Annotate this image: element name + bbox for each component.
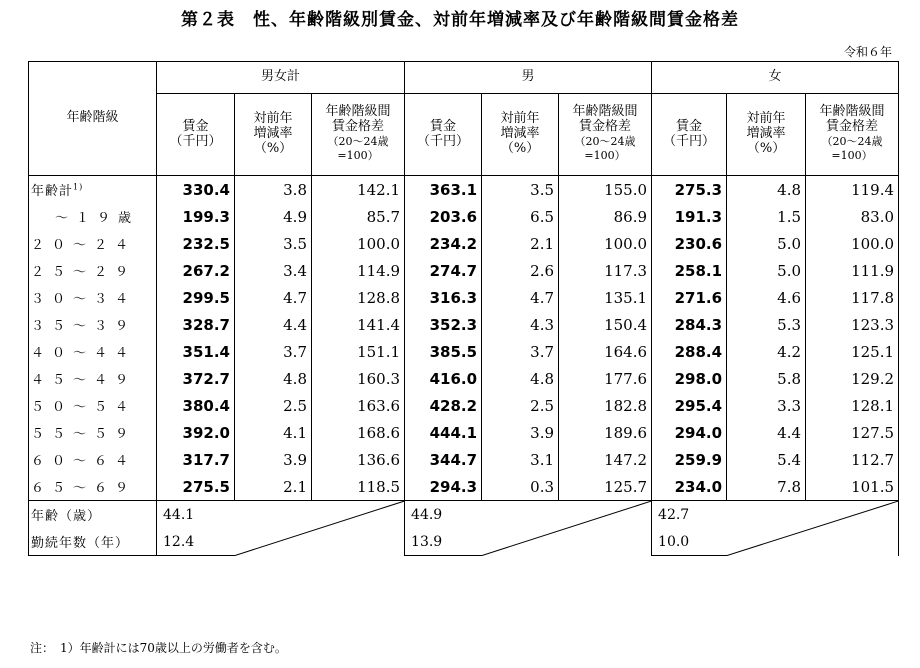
age-rows [29, 203, 899, 501]
diff-header: 年齢階級間 賃金格差 （20～24歳 =100） [312, 94, 405, 176]
cell: 100.0 [806, 230, 899, 257]
cell: 5.0 [727, 257, 806, 284]
cell: 234.2 [429, 234, 478, 253]
cell: 12.4 [157, 528, 235, 556]
cell: 298.0 [674, 369, 723, 388]
cell: 125.1 [806, 338, 899, 365]
cell: 288.4 [674, 342, 723, 361]
cell: 363.1 [429, 180, 478, 199]
cell: 6.5 [482, 203, 559, 230]
cell: 118.5 [312, 473, 405, 501]
cell: 385.5 [429, 342, 478, 361]
cell: 299.5 [182, 288, 230, 307]
cell: 117.8 [806, 284, 899, 311]
cell: 44.9 [405, 501, 482, 529]
cell: 164.6 [559, 338, 652, 365]
cell: 191.3 [674, 207, 723, 226]
row-label: ５０～５４ [29, 392, 157, 419]
cell: 3.4 [235, 257, 312, 284]
cell: 117.3 [559, 257, 652, 284]
cell: 135.1 [559, 284, 652, 311]
cell: 1.5 [727, 203, 806, 230]
cell: 330.4 [182, 180, 230, 199]
cell: 4.7 [235, 284, 312, 311]
cell: 5.3 [727, 311, 806, 338]
table-row [29, 284, 899, 311]
cell: 83.0 [806, 203, 899, 230]
cell: 352.3 [429, 315, 478, 334]
cell: 189.6 [559, 419, 652, 446]
wage-header: 賃金 （千円） [652, 94, 727, 176]
cell: 294.0 [674, 423, 723, 442]
cell: 160.3 [312, 365, 405, 392]
year-label: 令和６年 [843, 45, 892, 59]
cell: 4.8 [235, 365, 312, 392]
cell: 4.7 [482, 284, 559, 311]
cell: 234.0 [652, 473, 727, 501]
cell: 13.9 [405, 528, 482, 556]
row-label: ３０～３４ [29, 284, 157, 311]
cell: 3.9 [235, 446, 312, 473]
cell: 271.6 [674, 288, 723, 307]
row-label: ２５～２９ [29, 257, 157, 284]
row-label: ５５～５９ [29, 419, 157, 446]
cell: 275.3 [674, 180, 723, 199]
change-header: 対前年 増減率 （%） [482, 94, 559, 176]
group-header-female: 女 [652, 62, 899, 94]
cell: 275.5 [157, 473, 235, 501]
cell: 4.8 [727, 176, 806, 204]
cell: 111.9 [806, 257, 899, 284]
cell: 168.6 [312, 419, 405, 446]
cell: 3.9 [482, 419, 559, 446]
cell: 3.1 [482, 446, 559, 473]
cell: 85.7 [312, 203, 405, 230]
cell: 5.4 [727, 446, 806, 473]
cell: 129.2 [806, 365, 899, 392]
cell: 150.4 [559, 311, 652, 338]
table-row [29, 365, 899, 392]
cell: 3.5 [235, 230, 312, 257]
cell: 151.1 [312, 338, 405, 365]
group-header-male: 男 [405, 62, 652, 94]
cell: 284.3 [674, 315, 723, 334]
row-label: 年齢（歳） [29, 501, 157, 529]
cell: 4.6 [727, 284, 806, 311]
cell: 112.7 [806, 446, 899, 473]
row-label: 勤続年数（年） [29, 528, 157, 556]
age-class-header: 年齢階級 [29, 62, 157, 176]
cell: 232.5 [182, 234, 230, 253]
cell: 2.5 [482, 392, 559, 419]
cell: 3.8 [235, 176, 312, 204]
table-row [29, 203, 899, 230]
cell: 259.9 [674, 450, 723, 469]
cell: 4.3 [482, 311, 559, 338]
table-title: 第２表 性、年齢階級別賃金、対前年増減率及び年齢階級間賃金格差 [181, 10, 739, 30]
cell: 295.4 [674, 396, 723, 415]
cell: 4.4 [235, 311, 312, 338]
table-row [29, 311, 899, 338]
row-label: ６０～６４ [29, 446, 157, 473]
cell: 5.0 [727, 230, 806, 257]
cell: 344.7 [429, 450, 478, 469]
cell: 125.7 [559, 473, 652, 501]
row-label: ～１９歳 [29, 203, 157, 230]
row-label: ３５～３９ [29, 311, 157, 338]
cell: 4.4 [727, 419, 806, 446]
wage-header: 賃金 （千円） [405, 94, 482, 176]
cell: 147.2 [559, 446, 652, 473]
cell: 203.6 [429, 207, 478, 226]
cell: 177.6 [559, 365, 652, 392]
cell: 416.0 [429, 369, 478, 388]
cell: 2.5 [235, 392, 312, 419]
table-row [29, 338, 899, 365]
footnote: 注： 1）年齢計には70歳以上の労働者を含む。 [30, 641, 287, 655]
cell: 199.3 [182, 207, 230, 226]
change-header: 対前年 増減率 （%） [727, 94, 806, 176]
cell: 274.7 [429, 261, 478, 280]
cell: 114.9 [312, 257, 405, 284]
cell: 3.7 [482, 338, 559, 365]
cell: 123.3 [806, 311, 899, 338]
diff-header: 年齢階級間 賃金格差 （20～24歳 =100） [806, 94, 899, 176]
cell: 2.1 [482, 230, 559, 257]
row-label: ４５～４９ [29, 365, 157, 392]
diagonal-blank [482, 501, 652, 556]
cell: 136.6 [312, 446, 405, 473]
row-label: ６５～６９ [29, 473, 157, 501]
cell: 7.8 [727, 473, 806, 501]
table-row [29, 446, 899, 473]
cell: 351.4 [182, 342, 230, 361]
cell: 2.1 [235, 473, 312, 501]
cell: 428.2 [429, 396, 478, 415]
cell: 86.9 [559, 203, 652, 230]
cell: 100.0 [559, 230, 652, 257]
cell: 3.3 [727, 392, 806, 419]
table-row-total [29, 176, 899, 204]
cell: 127.5 [806, 419, 899, 446]
cell: 128.8 [312, 284, 405, 311]
table-row [29, 392, 899, 419]
cell: 4.9 [235, 203, 312, 230]
cell: 3.5 [482, 176, 559, 204]
cell: 101.5 [806, 473, 899, 501]
cell: 0.3 [482, 473, 559, 501]
wage-header: 賃金 （千円） [157, 94, 235, 176]
cell: 119.4 [806, 176, 899, 204]
cell: 372.7 [182, 369, 230, 388]
table-row [29, 257, 899, 284]
cell: 230.6 [674, 234, 723, 253]
cell: 258.1 [674, 261, 723, 280]
cell: 100.0 [312, 230, 405, 257]
cell: 4.2 [727, 338, 806, 365]
cell: 380.4 [182, 396, 230, 415]
table-row [29, 473, 899, 501]
table-row [29, 230, 899, 257]
cell: 317.7 [182, 450, 230, 469]
cell: 4.8 [482, 365, 559, 392]
cell: 163.6 [312, 392, 405, 419]
cell: 155.0 [559, 176, 652, 204]
row-label: ２０～２４ [29, 230, 157, 257]
cell: 316.3 [429, 288, 478, 307]
wage-table [28, 61, 899, 556]
cell: 444.1 [429, 423, 478, 442]
cell: 10.0 [652, 528, 727, 556]
cell: 3.7 [235, 338, 312, 365]
table-row-age [29, 501, 899, 529]
group-header-total: 男女計 [157, 62, 405, 94]
diagonal-blank [727, 501, 899, 556]
diagonal-blank [235, 501, 405, 556]
change-header: 対前年 増減率 （%） [235, 94, 312, 176]
cell: 128.1 [806, 392, 899, 419]
cell: 141.4 [312, 311, 405, 338]
cell: 294.3 [405, 473, 482, 501]
row-label: 年齢計$^{1)}$ [29, 176, 157, 204]
row-label: ４０～４４ [29, 338, 157, 365]
cell: 5.8 [727, 365, 806, 392]
cell: 182.8 [559, 392, 652, 419]
cell: 44.1 [157, 501, 235, 529]
cell: 4.1 [235, 419, 312, 446]
table-row [29, 419, 899, 446]
cell: 42.7 [652, 501, 727, 529]
cell: 328.7 [182, 315, 230, 334]
cell: 2.6 [482, 257, 559, 284]
cell: 142.1 [312, 176, 405, 204]
diff-header: 年齢階級間 賃金格差 （20～24歳 =100） [559, 94, 652, 176]
cell: 392.0 [182, 423, 230, 442]
cell: 267.2 [182, 261, 230, 280]
